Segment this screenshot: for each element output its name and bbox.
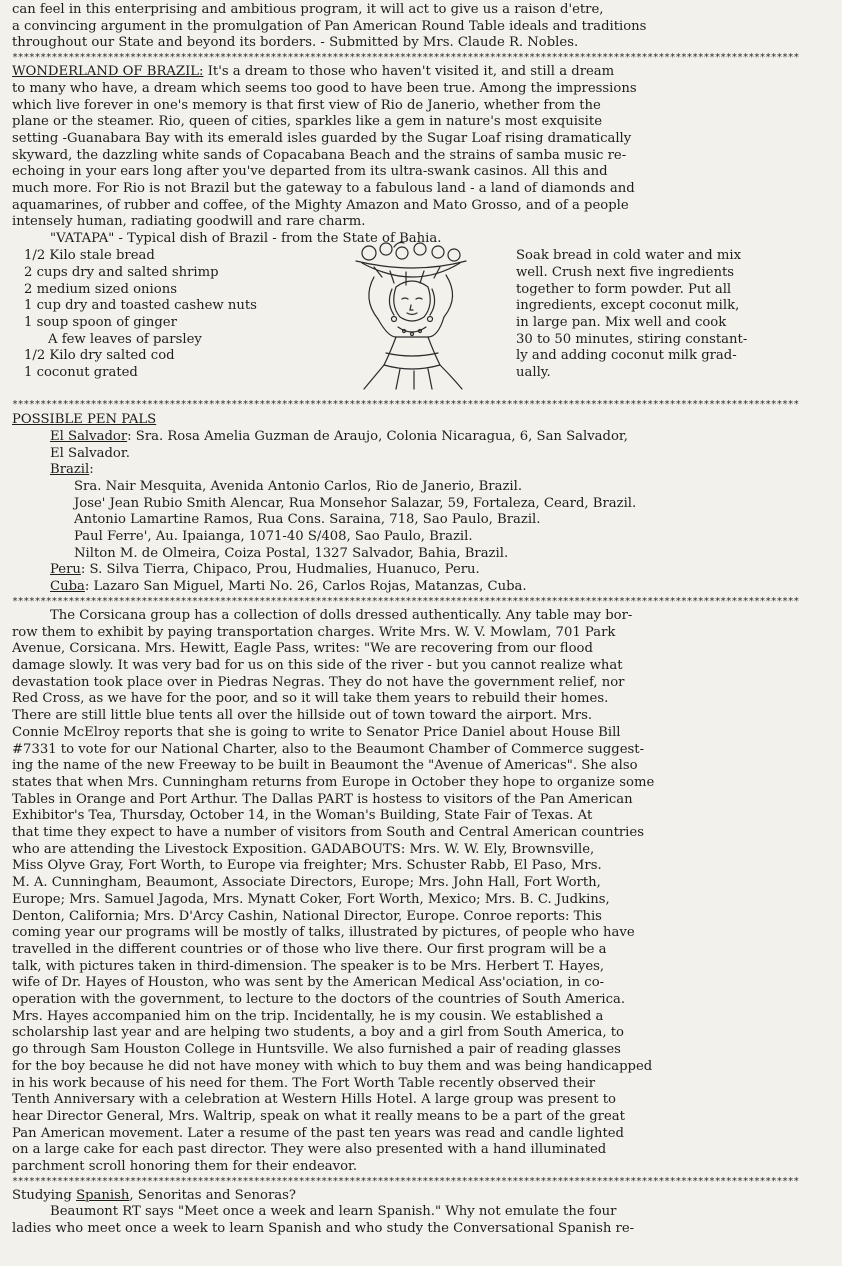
news-line: Connie McElroy reports that she is going to write to Senator Price Daniel about House Bill (12, 724, 621, 740)
star-divider: ******************************************************************************************************************************************** (12, 52, 799, 64)
star-divider: ******************************************************************************************************************************************** (12, 399, 799, 411)
news-line: parchment scroll honoring them for their endeavor. (12, 1159, 358, 1175)
method-line: in large pan. Mix well and cook (516, 314, 727, 330)
ingredient: 2 medium sized onions (24, 281, 177, 297)
pen-pals-heading: POSSIBLE PEN PALS (12, 412, 157, 428)
pen-pal-entry: : Lazaro San Miguel, Marti No. 26, Carlos Rojas, Matanzas, Cuba. (84, 579, 527, 595)
pen-pal-entry: Sra. Nair Mesquita, Avenida Antonio Carlos, Rio de Janerio, Brazil. (74, 478, 523, 494)
recipe-method (516, 248, 830, 382)
ingredient: 1/2 Kilo stale bread (24, 248, 155, 264)
news-line: Pan American movement. Later a resume of the past ten years was read and candle lighted (12, 1125, 624, 1141)
country-label-peru: Peru (50, 562, 81, 578)
vatapa-recipe (12, 231, 832, 399)
news-line: Exhibitor's Tea, Thursday, October 14, in the Woman's Building, State Fair of Texas. At (12, 808, 593, 824)
news-line: hear Director General, Mrs. Waltrip, speak on what it really means to be a part of the great (12, 1108, 625, 1124)
news-line: in his work because of his need for them. The Fort Worth Table recently observed their (12, 1075, 596, 1091)
news-line: Denton, California; Mrs. D'Arcy Cashin, National Director, Europe. Conroe reports: This (12, 908, 602, 924)
country-label-cuba: Cuba (50, 579, 85, 595)
ingredient: 1 coconut grated (24, 365, 138, 381)
news-line: Tables in Orange and Port Arthur. The Dallas PART is hostess to visitors of the Pan American (12, 791, 633, 807)
method-line: well. Crush next five ingredients (516, 264, 735, 280)
brazil-line: much more. For Rio is not Brazil but the gateway to a fabulous land - a land of diamonds and (12, 181, 635, 197)
news-line: The Corsicana group has a collection of dolls dressed authentically. Any table may bor- (50, 607, 633, 623)
intro-line: can feel in this enterprising and ambitious program, it will act to give us a raison d'etre, (12, 2, 604, 17)
ingredient: 1/2 Kilo dry salted cod (24, 348, 175, 364)
intro-paragraph (12, 2, 832, 52)
brazil-heading: WONDERLAND OF BRAZIL: (12, 64, 204, 80)
news-line: Tenth Anniversary with a celebration at Western Hills Hotel. A large group was present to (12, 1092, 616, 1108)
spanish-line: Beaumont RT says "Meet once a week and learn Spanish." Why not emulate the four (50, 1204, 617, 1220)
country-label-el-salvador: El Salvador (50, 428, 128, 444)
news-line: Miss Olyve Gray, Fort Worth, to Europe via freighter; Mrs. Schuster Rabb, El Paso, Mrs. (12, 858, 602, 874)
spanish-heading-lead: Studying (12, 1187, 77, 1203)
country-label-brazil: Brazil (50, 462, 90, 478)
pen-pal-entry: Antonio Lamartine Ramos, Rua Cons. Saraina, 718, Sao Paulo, Brazil. (74, 512, 541, 528)
spanish-section (12, 1188, 832, 1238)
brazil-line: to many who have, a dream which seems too good to have been true. Among the impressions (12, 80, 637, 96)
brazil-line: intensely human, radiating goodwill and rare charm. (12, 214, 366, 230)
news-line: scholarship last year and are helping two students, a boy and a girl from South America, to (12, 1025, 624, 1041)
news-line: damage slowly. It was very bad for us on this side of the river - but you cannot realize what (12, 657, 623, 673)
ingredient: 1 soup spoon of ginger (24, 314, 177, 330)
pen-pal-entry: Jose' Jean Rubio Smith Alencar, Rua Monsehor Salazar, 59, Fortaleza, Ceard, Brazil. (74, 495, 637, 511)
pen-pals-section (12, 412, 832, 596)
news-line: talk, with pictures taken in third-dimension. The speaker is to be Mrs. Herbert T. Hayes, (12, 958, 605, 974)
news-line: on a large cake for each past director. They were also presented with a hand illuminated (12, 1142, 607, 1158)
news-line: devastation took place over in Piedras Negras. They do not have the government relief, nor (12, 674, 625, 690)
method-line: together to form powder. Put all (516, 281, 732, 297)
pen-pal-entry: El Salvador. (50, 445, 130, 461)
news-line: who are attending the Livestock Exposition. GADABOUTS: Mrs. W. W. Ely, Brownsville, (12, 841, 595, 857)
country-label-colon: : (89, 462, 94, 478)
news-line: row them to exhibit by paying transportation charges. Write Mrs. W. V. Mowlam, 701 Park (12, 624, 616, 640)
news-line: go through Sam Houston College in Huntsville. We also furnished a pair of reading glasses (12, 1042, 621, 1058)
intro-line: a convincing argument in the promulgation of Pan American Round Table ideals and traditions (12, 18, 647, 34)
brazil-line: skyward, the dazzling white sands of Copacabana Beach and the strains of samba music re- (12, 147, 627, 163)
pen-pal-entry: Paul Ferre', Au. Ipaianga, 1071-40 S/408, Sao Paulo, Brazil. (74, 529, 473, 545)
spanish-line: ladies who meet once a week to learn Spanish and who study the Conversational Spanish re- (12, 1221, 635, 1237)
news-line: Red Cross, as we have for the poor, and so it will take them years to rebuild their homes. (12, 691, 609, 707)
brazil-line: plane or the steamer. Rio, queen of cities, sparkles like a gem in nature's most exquisite (12, 114, 603, 130)
news-line: M. A. Cunningham, Beaumont, Associate Directors, Europe; Mrs. John Hall, Fort Worth, (12, 875, 601, 891)
pen-pal-entry: : Sra. Rosa Amelia Guzman de Araujo, Colonia Nicaragua, 6, San Salvador, (127, 428, 628, 444)
brazil-line: which live forever in one's memory is that first view of Rio de Janerio, whether from the (12, 97, 601, 113)
news-line: #7331 to vote for our National Charter, also to the Beaumont Chamber of Commerce suggest- (12, 741, 645, 757)
news-line: Mrs. Hayes accompanied him on the trip. Incidentally, he is my cousin. We established a (12, 1008, 604, 1024)
news-line: There are still little blue tents all over the hillside out of town toward the airport. Mrs. (12, 708, 593, 724)
news-column (12, 608, 832, 1176)
recipe-title: "VATAPA" - Typical dish of Brazil - from the State of Bahia. (50, 231, 442, 247)
method-line: ually. (516, 365, 551, 381)
intro-line: throughout our State and beyond its borders. - Submitted by Mrs. Claude R. Nobles. (12, 35, 579, 51)
method-line: ingredients, except coconut milk, (516, 298, 740, 314)
method-line: 30 to 50 minutes, stiring constant- (516, 331, 748, 347)
ingredient: 1 cup dry and toasted cashew nuts (24, 298, 257, 314)
news-line: wife of Dr. Hayes of Houston, who was sent by the American Medical Ass'ociation, in co- (12, 975, 605, 991)
ingredient: A few leaves of parsley (48, 331, 202, 347)
brazil-line: aquamarines, of rubber and coffee, of the Mighty Amazon and Mato Grosso, and of a people (12, 197, 629, 213)
spanish-heading-underlined: Spanish (76, 1187, 130, 1203)
woman-with-fruit-basket-drawing (334, 241, 524, 391)
brazil-line: setting -Guanabara Bay with its emerald isles guarded by the Sugar Loaf rising dramatically (12, 130, 632, 146)
news-line: for the boy because he did not have money with which to buy them and was being handicapped (12, 1058, 653, 1074)
brazil-first-line: It's a dream to those who haven't visited it, and still a dream (203, 64, 615, 80)
news-line: Avenue, Corsicana. Mrs. Hewitt, Eagle Pass, writes: "We are recovering from our flood (12, 641, 593, 657)
news-line: ing the name of the new Freeway to be built in Beaumont the "Avenue of Americas". She also (12, 758, 638, 774)
brazil-article (12, 64, 832, 231)
spanish-heading-rest: , Senoritas and Senoras? (129, 1187, 296, 1203)
news-line: operation with the government, to lecture to the doctors of the countries of South America. (12, 992, 626, 1008)
method-line: ly and adding coconut milk grad- (516, 348, 737, 364)
pen-pal-entry: : S. Silva Tierra, Chipaco, Prou, Hudmalies, Huanuco, Peru. (80, 562, 480, 578)
pen-pal-entry: Nilton M. de Olmeira, Coiza Postal, 1327 Salvador, Bahia, Brazil. (74, 545, 509, 561)
star-divider: ******************************************************************************************************************************************** (12, 1175, 799, 1187)
news-line: travelled in the different countries or of those who live there. Our first program will be a (12, 941, 607, 957)
brazil-line: echoing in your ears long after you've departed from its ultra-swank casinos. All this and (12, 164, 608, 180)
star-divider: ******************************************************************************************************************************************** (12, 595, 799, 607)
news-line: coming year our programs will be mostly of talks, illustrated by pictures, of people who have (12, 925, 635, 941)
news-line: Europe; Mrs. Samuel Jagoda, Mrs. Mynatt Coker, Fort Worth, Mexico; Mrs. B. C. Judkins, (12, 891, 610, 907)
news-line: that time they expect to have a number of visitors from South and Central American countries (12, 825, 644, 841)
ingredient: 2 cups dry and salted shrimp (24, 264, 219, 280)
method-line: Soak bread in cold water and mix (516, 248, 742, 264)
news-line: states that when Mrs. Cunningham returns from Europe in October they hope to organize some (12, 774, 655, 790)
recipe-ingredients (24, 248, 354, 382)
